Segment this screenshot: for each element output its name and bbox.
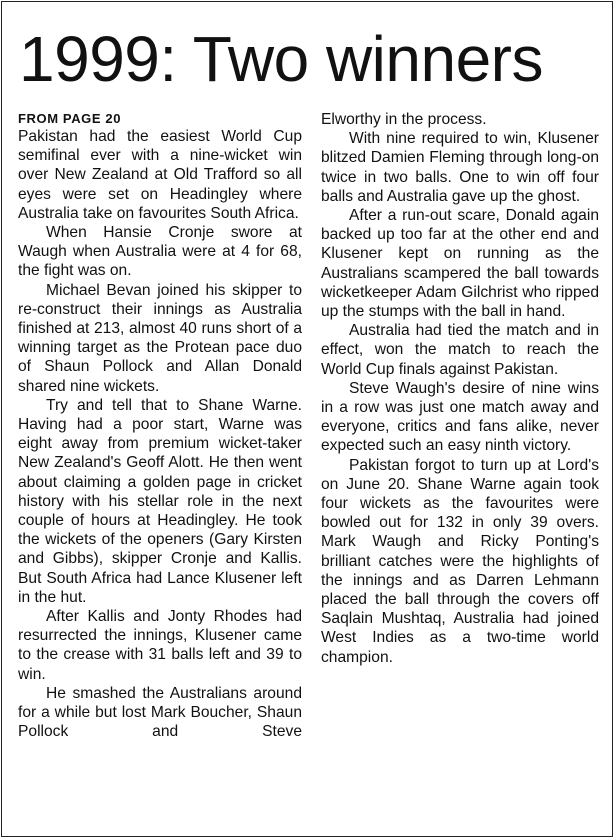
paragraph: Try and tell that to Shane Warne. Having had a poor start, Warne was eight away from premium wicket-taker New Zealand's Geoff Alott. He then went about claiming a golden page in cricket history with his stellar role in the next couple of hours at Headingley. He took the wickets of the openers (Gary Kirsten and Gibbs), skipper Cronje and Kallis. But South Africa had Lance Klusener left in the hut.: [18, 396, 302, 606]
paragraph: Australia had tied the match and in effect, won the match to reach the World Cup finals against Pakistan.: [321, 322, 599, 378]
paragraph: After a run-out scare, Donald again backed up too far at the other end and Klusener kept on running as the Australians scampered the ball towards wicketkeeper Adam Gilchrist who ripped up the stumps with the ball in hand.: [321, 207, 599, 321]
paragraph: Steve Waugh's desire of nine wins in a row was just one match away and everyone, critics and fans alike, never expected such an easy ninth victory.: [321, 379, 599, 455]
paragraph: With nine required to win, Klusener blitzed Damien Fleming through long-on twice in two balls. One to win off four balls and Australia gave up the ghost.: [321, 130, 599, 205]
paragraph: Pakistan had the easiest World Cup semifinal ever with a nine-wicket win over New Zealand at Old Trafford so all eyes were set on Headingley where Australia take on favourites South Africa.: [18, 128, 302, 222]
paragraph: He smashed the Australians around for a while but lost Mark Boucher, Shaun Pollock and Steve: [18, 684, 302, 741]
kicker: FROM PAGE 20: [18, 111, 122, 126]
left-column: [18, 110, 302, 742]
paragraph: Pakistan forgot to turn up at Lord's on June 20. Shane Warne again took four wickets as the favourites were bowled out for 132 in only 39 overs. Mark Waugh and Ricky Ponting's brilliant catches were the highlights of the innings and as Darren Lehmann placed the ball through the covers off Saqlain Mushtaq, Australia had joined West Indies as a two-time world champion.: [321, 456, 599, 666]
paragraph: After Kallis and Jonty Rhodes had resurrected the innings, Klusener came to the crease with 31 balls left and 39 to win.: [18, 608, 302, 683]
newspaper-clipping: [1, 1, 613, 837]
headline: 1999: Two winners: [19, 23, 543, 95]
right-column: [321, 110, 599, 667]
paragraph: Elworthy in the process.: [321, 111, 487, 128]
paragraph: Michael Bevan joined his skipper to re-construct their innings as Australia finished at 213, almost 40 runs short of a winning target as the Protean pace duo of Shaun Pollock and Allan Donald shared nine wickets.: [18, 281, 302, 395]
paragraph: When Hansie Cronje swore at Waugh when Australia were at 4 for 68, the fight was on.: [18, 224, 302, 280]
